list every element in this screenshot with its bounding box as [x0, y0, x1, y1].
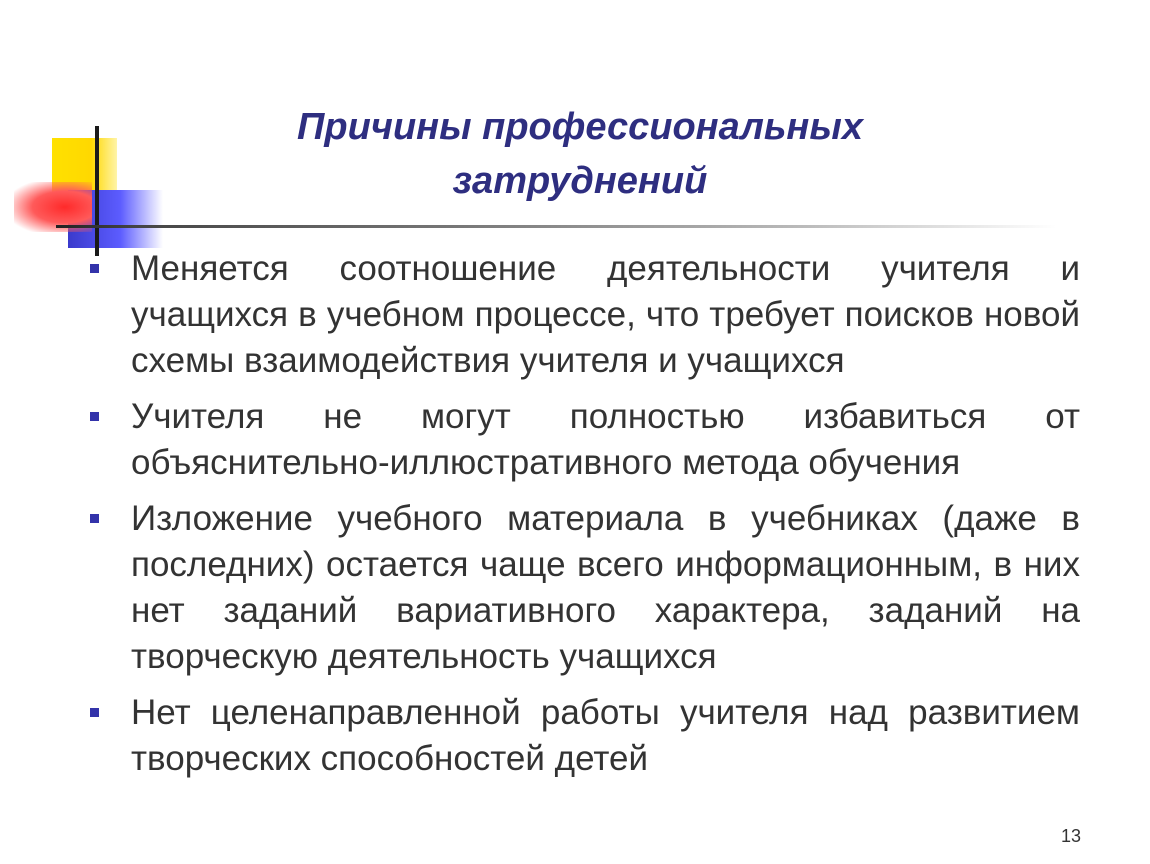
list-item [90, 394, 1080, 486]
bullet-text: Нет целенаправленной работы учителя над развитием творческих способностей детей [131, 693, 1080, 778]
bullet-text: Меняется соотношение деятельности учителя и учащихся в учебном процессе, что требует поисков новой схемы взаимодействия учителя и учащихся [131, 249, 1080, 380]
bullet-text: Учителя не могут полностью избавиться от объяснительно-иллюстративного метода обучения [131, 397, 1080, 482]
slide-title: Причины профессиональных затруднений [297, 106, 863, 202]
title-divider-line [56, 225, 1056, 228]
bullet-text: Изложение учебного материала в учебниках (даже в последних) остается чаще всего информационным, в них нет заданий вариативного характера, заданий на творческую деятельность учащихся [131, 499, 1080, 676]
list-item [90, 690, 1080, 782]
ornament-vertical-line [95, 126, 99, 256]
list-item [90, 246, 1080, 384]
square-bullet-icon [90, 514, 99, 523]
square-bullet-icon [90, 412, 99, 421]
corner-ornament [0, 0, 200, 270]
square-bullet-icon [90, 264, 99, 273]
bullet-list [90, 246, 1080, 792]
list-item [90, 496, 1080, 680]
square-bullet-icon [90, 708, 99, 717]
slide-number: 13 [1060, 826, 1081, 846]
